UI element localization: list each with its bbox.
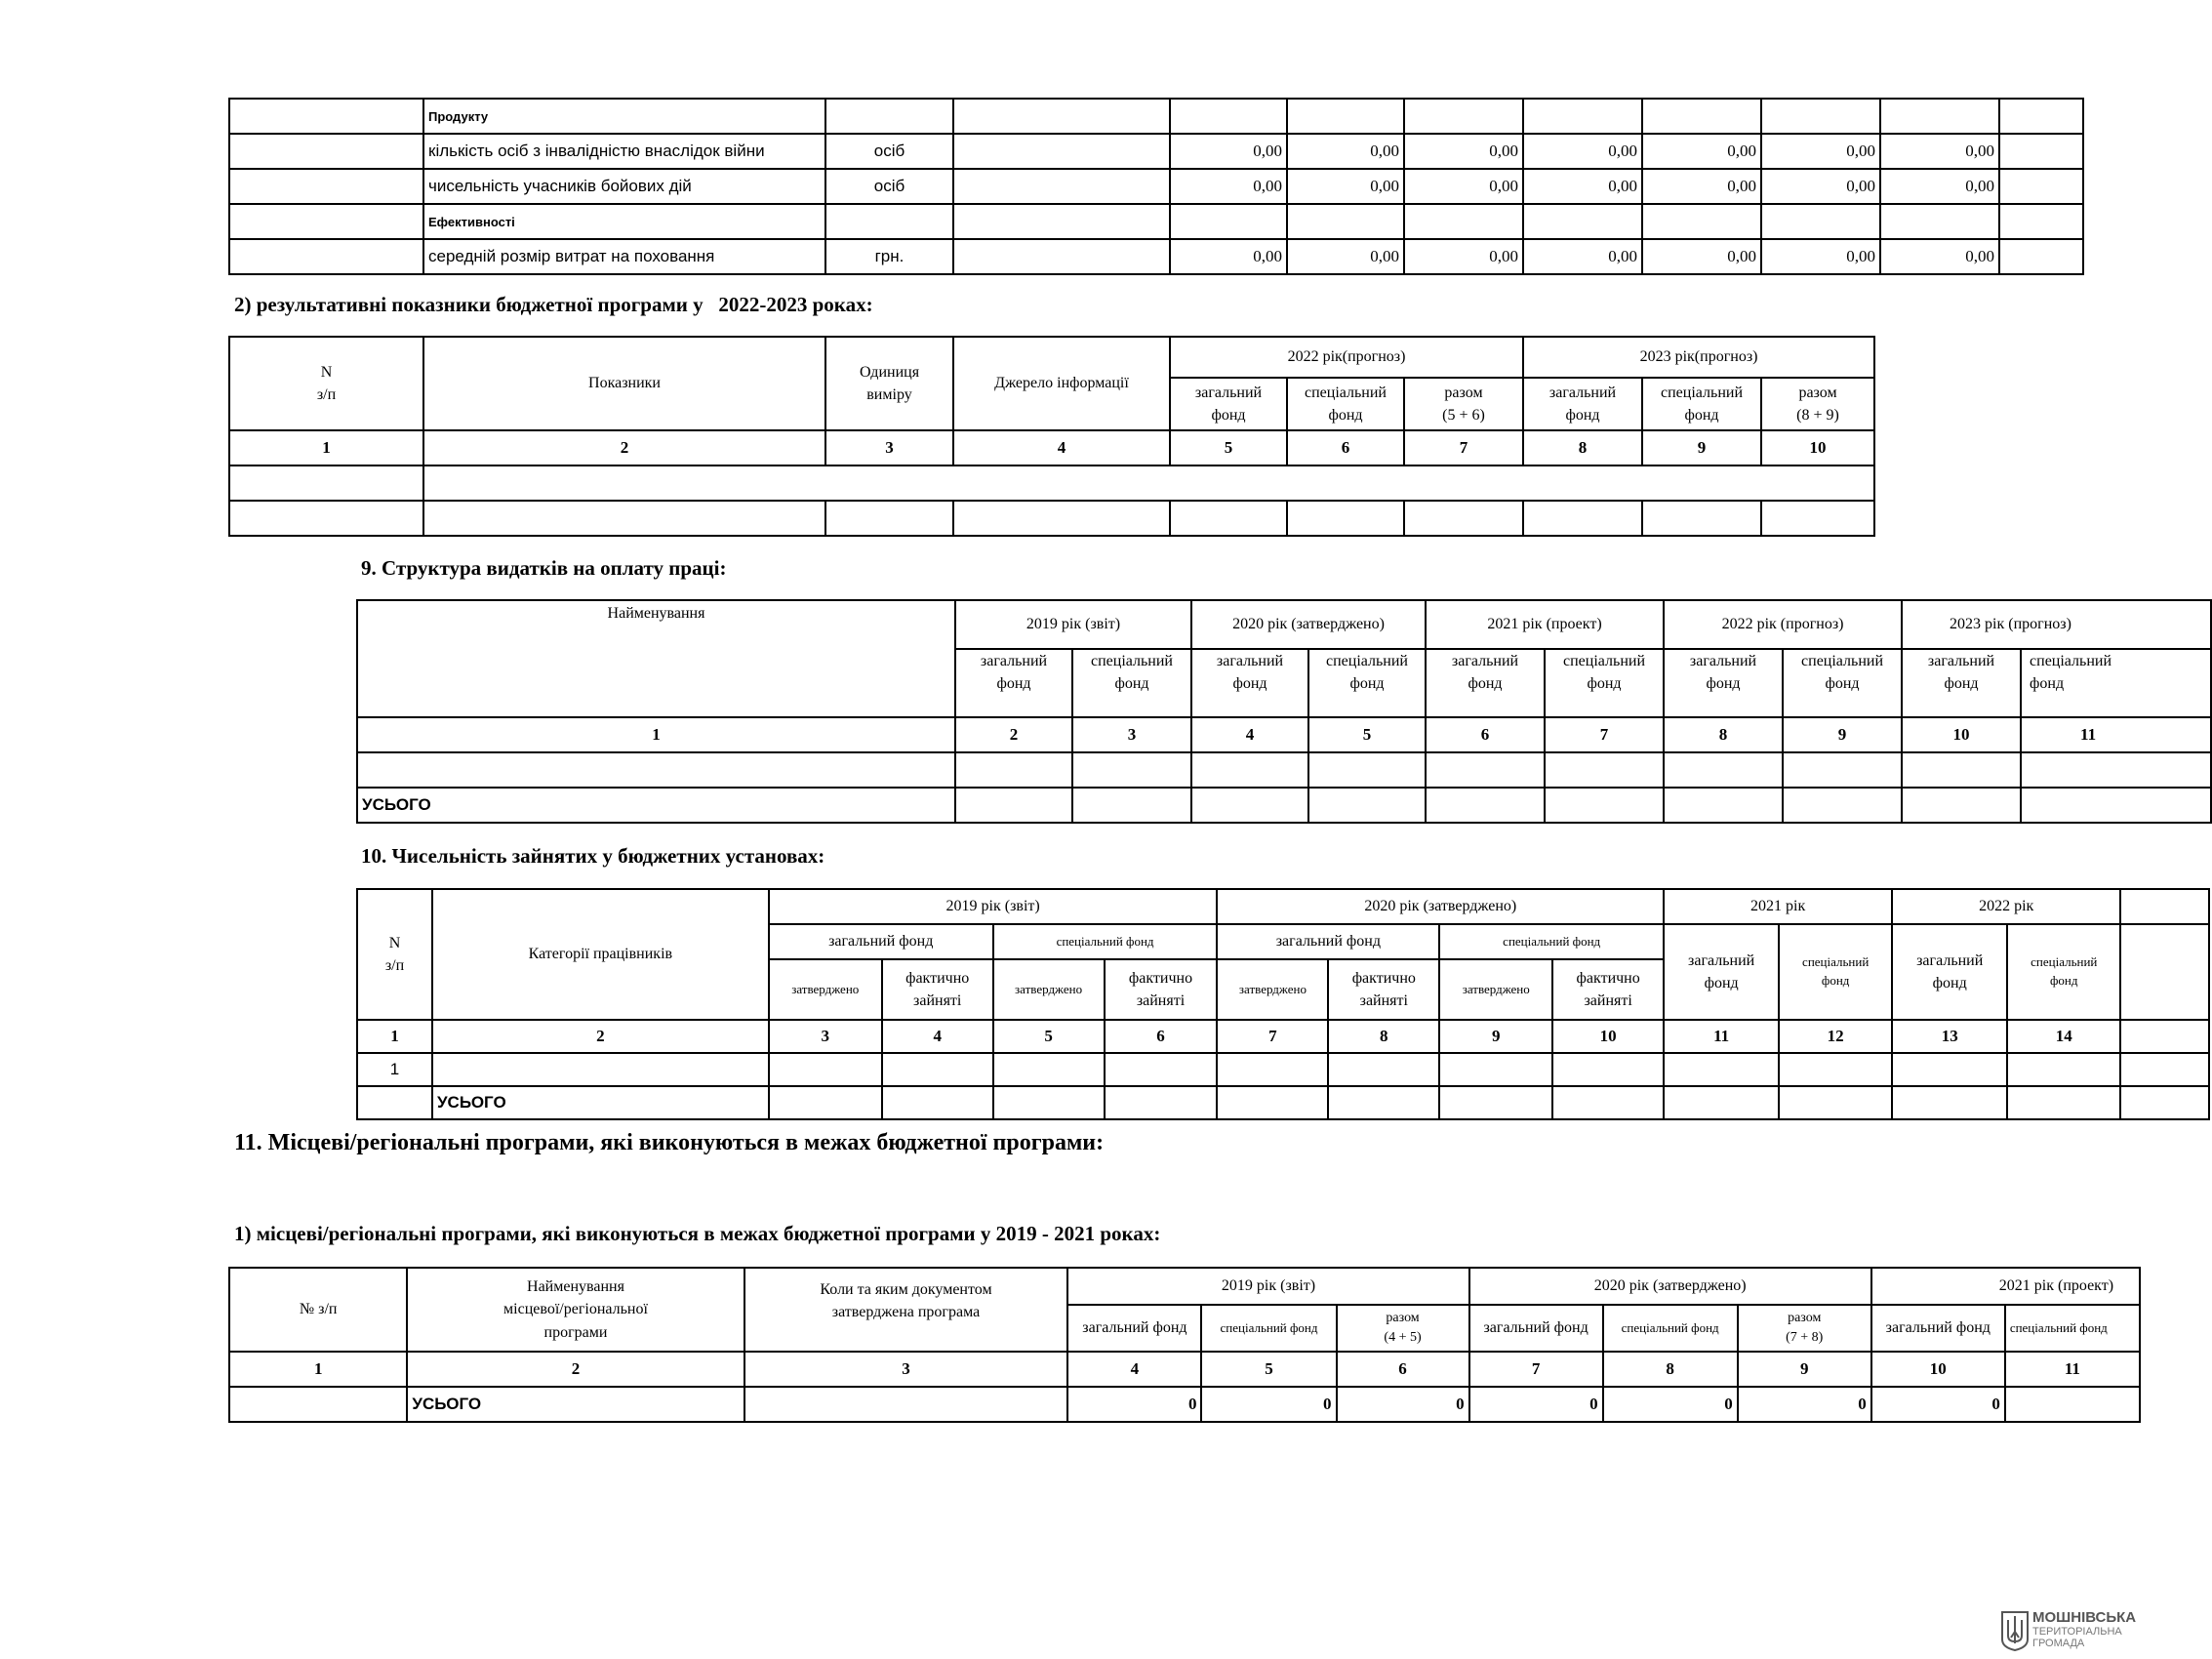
col-number: 7 xyxy=(1469,1352,1603,1387)
value-cell: 0,00 xyxy=(1761,169,1880,204)
table-row xyxy=(229,169,2083,204)
sum-header: разом (5 + 6) xyxy=(1404,378,1523,430)
col-number: 7 xyxy=(1404,430,1523,465)
fund-header: спеціальний фонд xyxy=(1308,649,1426,717)
year-header: 2020 рік (затверджено) xyxy=(1191,600,1426,649)
total-value: 0 xyxy=(1603,1387,1738,1422)
total-row xyxy=(229,1387,2140,1422)
table-row xyxy=(229,134,2083,169)
indicator-unit: осіб xyxy=(825,134,953,169)
col-header-n: N з/п xyxy=(229,337,423,430)
year-header: 2023 рік (прогноз) xyxy=(1902,600,2211,649)
performance-2022-2023-table xyxy=(228,336,1875,537)
column-numbers-row xyxy=(357,717,2211,752)
column-numbers-row xyxy=(229,430,1874,465)
col-number: 11 xyxy=(2005,1352,2140,1387)
col-number: 3 xyxy=(1072,717,1191,752)
fund-header: загальний фонд xyxy=(1191,649,1308,717)
year-header: 2019 рік (звіт) xyxy=(769,889,1218,924)
col-number: 4 xyxy=(1067,1352,1201,1387)
year-header: 2022 рік(прогноз) xyxy=(1170,337,1523,378)
value-cell: 0,00 xyxy=(1642,239,1761,274)
column-numbers-row xyxy=(357,1020,2209,1053)
value-cell: 0,00 xyxy=(1880,134,1999,169)
col-header-n: N з/п xyxy=(357,889,432,1020)
fund-header: спеціальний фонд xyxy=(1779,924,1892,1020)
col-number: 3 xyxy=(825,430,953,465)
col-number: 8 xyxy=(1523,430,1642,465)
table-row xyxy=(229,465,1874,501)
col-number: 6 xyxy=(1337,1352,1469,1387)
year-header: 2020 рік (затверджено) xyxy=(1469,1268,1871,1305)
col-number: 10 xyxy=(1871,1352,2005,1387)
total-value: 0 xyxy=(1067,1387,1201,1422)
value-cell: 0,00 xyxy=(1523,169,1642,204)
fund-header: спеціальний фонд xyxy=(1439,924,1664,959)
section-title: 9. Структура видатків на оплату праці: xyxy=(361,556,727,580)
local-programs-table xyxy=(228,1267,2141,1423)
fund-header: спеціальний фонд xyxy=(1783,649,1902,717)
col-number: 13 xyxy=(1892,1020,2007,1053)
table-row xyxy=(357,1053,2209,1086)
year-header: 2021 рік (проект) xyxy=(1871,1268,2140,1305)
value-cell: 0,00 xyxy=(1404,169,1523,204)
year-header: 2023 рік(прогноз) xyxy=(1523,337,1874,378)
col-number: 1 xyxy=(357,717,955,752)
col-number: 14 xyxy=(2007,1020,2120,1053)
fund-header: спеціальний фонд xyxy=(1603,1305,1738,1352)
fund-header: загальний фонд xyxy=(1067,1305,1201,1352)
value-cell: 0,00 xyxy=(1170,169,1287,204)
col-header-indicators: Показники xyxy=(423,337,825,430)
indicators-table-wrap xyxy=(0,98,2040,279)
col-number: 11 xyxy=(1664,1020,1779,1053)
col-number: 1 xyxy=(229,1352,407,1387)
value-cell: 0,00 xyxy=(1404,134,1523,169)
col-number: 6 xyxy=(1105,1020,1218,1053)
value-cell: 0,00 xyxy=(1287,239,1404,274)
fund-header: спеціальний фонд xyxy=(1545,649,1664,717)
fund-header: загальний фонд xyxy=(1871,1305,2005,1352)
section-title: 2) результативні показники бюджетної програми у 2022-2023 роках: xyxy=(234,293,873,316)
value-cell: 0,00 xyxy=(1642,134,1761,169)
col-number: 9 xyxy=(1439,1020,1552,1053)
staff-count-table xyxy=(356,888,2210,1120)
col-number: 8 xyxy=(1603,1352,1738,1387)
col-header-document: Коли та яким документом затверджена програма xyxy=(744,1268,1068,1352)
col-header-category: Категорії працівників xyxy=(432,889,769,1020)
fund-header: спеціальний фонд xyxy=(1287,378,1404,430)
col-number: 5 xyxy=(1170,430,1287,465)
year-header: 2022 рік xyxy=(1892,889,2120,924)
col-number: 5 xyxy=(1201,1352,1336,1387)
indicator-name: середній розмір витрат на поховання xyxy=(423,239,825,274)
col-number: 8 xyxy=(1328,1020,1439,1053)
approved-header: затверджено xyxy=(769,959,882,1020)
value-cell: 0,00 xyxy=(1287,169,1404,204)
section-title: 10. Чисельність зайнятих у бюджетних установах: xyxy=(361,844,825,868)
year-header: 2022 рік (прогноз) xyxy=(1664,600,1902,649)
salary-structure-table-wrap xyxy=(0,599,2112,824)
col-number: 10 xyxy=(1902,717,2021,752)
approved-header: затверджено xyxy=(993,959,1105,1020)
col-number: 9 xyxy=(1783,717,1902,752)
col-number: 6 xyxy=(1426,717,1545,752)
col-number: 10 xyxy=(1761,430,1874,465)
col-number: 4 xyxy=(953,430,1170,465)
indicators-table xyxy=(228,98,2084,275)
total-value: 0 xyxy=(1469,1387,1603,1422)
col-number: 8 xyxy=(1664,717,1783,752)
year-header: 2021 рік (проект) xyxy=(1426,600,1664,649)
table-row xyxy=(229,501,1874,536)
fund-header: загальний фонд xyxy=(1426,649,1545,717)
total-value: 0 xyxy=(1738,1387,1871,1422)
year-header: 2019 рік (звіт) xyxy=(955,600,1191,649)
actual-header: фактично зайняті xyxy=(1552,959,1664,1020)
sum-header: разом (4 + 5) xyxy=(1337,1305,1469,1352)
value-cell: 0,00 xyxy=(1404,239,1523,274)
col-number: 2 xyxy=(407,1352,744,1387)
value-cell: 0,00 xyxy=(1170,239,1287,274)
total-value: 0 xyxy=(1201,1387,1336,1422)
fund-header: загальний фонд xyxy=(1902,649,2021,717)
actual-header: фактично зайняті xyxy=(882,959,993,1020)
section-title: 11. Місцеві/регіональні програми, які виконуються в межах бюджетної програми: xyxy=(234,1130,1105,1155)
fund-header: спеціальний фонд xyxy=(1642,378,1761,430)
col-header-name: Найменування xyxy=(357,600,955,717)
total-value: 0 xyxy=(1871,1387,2005,1422)
value-cell: 0,00 xyxy=(1287,134,1404,169)
total-label: УСЬОГО xyxy=(407,1387,744,1422)
fund-header: спеціальний фонд xyxy=(1201,1305,1336,1352)
year-header: 2020 рік (затверджено) xyxy=(1217,889,1664,924)
total-label: УСЬОГО xyxy=(432,1086,769,1119)
col-number: 12 xyxy=(1779,1020,1892,1053)
col-number: 4 xyxy=(882,1020,993,1053)
logo-line2: ТЕРИТОРІАЛЬНА xyxy=(2032,1626,2122,1638)
col-number: 1 xyxy=(357,1020,432,1053)
fund-header: загальний фонд xyxy=(1664,649,1783,717)
col-number: 9 xyxy=(1642,430,1761,465)
salary-structure-table xyxy=(356,599,2212,824)
year-header: 2021 рік xyxy=(1664,889,1892,924)
fund-header: загальний фонд xyxy=(1217,924,1439,959)
col-header-n: № з/п xyxy=(229,1268,407,1352)
logo-line1: МОШНІВСЬКА xyxy=(2032,1609,2137,1626)
col-number: 10 xyxy=(1552,1020,1664,1053)
indicator-name: кількість осіб з інвалідністю внаслідок війни xyxy=(423,134,825,169)
col-number: 3 xyxy=(744,1352,1068,1387)
fund-header: спеціальний фонд xyxy=(993,924,1218,959)
fund-header: спеціальний фонд xyxy=(1072,649,1191,717)
approved-header: затверджено xyxy=(1217,959,1328,1020)
local-programs-table-wrap xyxy=(0,1267,2114,1423)
category-label: Ефективності xyxy=(423,204,825,239)
staff-count-table-wrap xyxy=(0,888,2098,1132)
sum-header: разом (8 + 9) xyxy=(1761,378,1874,430)
value-cell: 0,00 xyxy=(1642,169,1761,204)
value-cell: 0,00 xyxy=(1880,169,1999,204)
value-cell: 0,00 xyxy=(1880,239,1999,274)
value-cell: 0,00 xyxy=(1761,239,1880,274)
table-row xyxy=(229,204,2083,239)
value-cell: 0,00 xyxy=(1761,134,1880,169)
trident-icon xyxy=(2000,1610,2030,1651)
row-number: 1 xyxy=(357,1053,432,1086)
col-number: 4 xyxy=(1191,717,1308,752)
col-number: 6 xyxy=(1287,430,1404,465)
total-row xyxy=(357,1086,2209,1119)
category-label: Продукту xyxy=(423,99,825,134)
fund-header: загальний фонд xyxy=(1892,924,2007,1020)
total-row xyxy=(357,788,2211,823)
fund-header: загальний фонд xyxy=(955,649,1072,717)
sum-header: разом (7 + 8) xyxy=(1738,1305,1871,1352)
col-header-source: Джерело інформації xyxy=(953,337,1170,430)
value-cell: 0,00 xyxy=(1170,134,1287,169)
actual-header: фактично зайняті xyxy=(1328,959,1439,1020)
year-header: 2019 рік (звіт) xyxy=(1067,1268,1468,1305)
col-number: 2 xyxy=(432,1020,769,1053)
actual-header: фактично зайняті xyxy=(1105,959,1218,1020)
approved-header: затверджено xyxy=(1439,959,1552,1020)
logo-line3: ГРОМАДА xyxy=(2032,1638,2085,1649)
indicator-unit: грн. xyxy=(825,239,953,274)
col-number: 7 xyxy=(1217,1020,1328,1053)
indicator-unit: осіб xyxy=(825,169,953,204)
fund-header: загальний фонд xyxy=(769,924,993,959)
fund-header: загальний фонд xyxy=(1170,378,1287,430)
table-row xyxy=(229,239,2083,274)
column-numbers-row xyxy=(229,1352,2140,1387)
community-logo xyxy=(2000,1610,2137,1653)
total-value: 0 xyxy=(1337,1387,1469,1422)
fund-header: загальний фонд xyxy=(1469,1305,1603,1352)
table-row xyxy=(357,752,2211,788)
fund-header: спеціальний фонд xyxy=(2021,649,2211,717)
fund-header: загальний фонд xyxy=(1664,924,1779,1020)
col-number: 2 xyxy=(955,717,1072,752)
fund-header: спеціальний фонд xyxy=(2005,1305,2140,1352)
col-number: 7 xyxy=(1545,717,1664,752)
table-row xyxy=(229,99,2083,134)
col-number: 1 xyxy=(229,430,423,465)
total-label: УСЬОГО xyxy=(357,788,955,823)
col-number: 11 xyxy=(2021,717,2211,752)
col-number: 9 xyxy=(1738,1352,1871,1387)
section-subtitle: 1) місцеві/регіональні програми, які виконуються в межах бюджетної програми у 2019 - 2021 роках: xyxy=(234,1222,1161,1245)
value-cell: 0,00 xyxy=(1523,239,1642,274)
col-header-unit: Одиниця виміру xyxy=(825,337,953,430)
col-header-program: Найменування місцевої/регіональної програми xyxy=(407,1268,744,1352)
col-number: 3 xyxy=(769,1020,882,1053)
indicator-name: чисельність учасників бойових дій xyxy=(423,169,825,204)
fund-header: спеціальний фонд xyxy=(2007,924,2120,1020)
value-cell: 0,00 xyxy=(1523,134,1642,169)
col-number: 5 xyxy=(1308,717,1426,752)
fund-header: загальний фонд xyxy=(1523,378,1642,430)
col-number: 2 xyxy=(423,430,825,465)
col-number: 5 xyxy=(993,1020,1105,1053)
